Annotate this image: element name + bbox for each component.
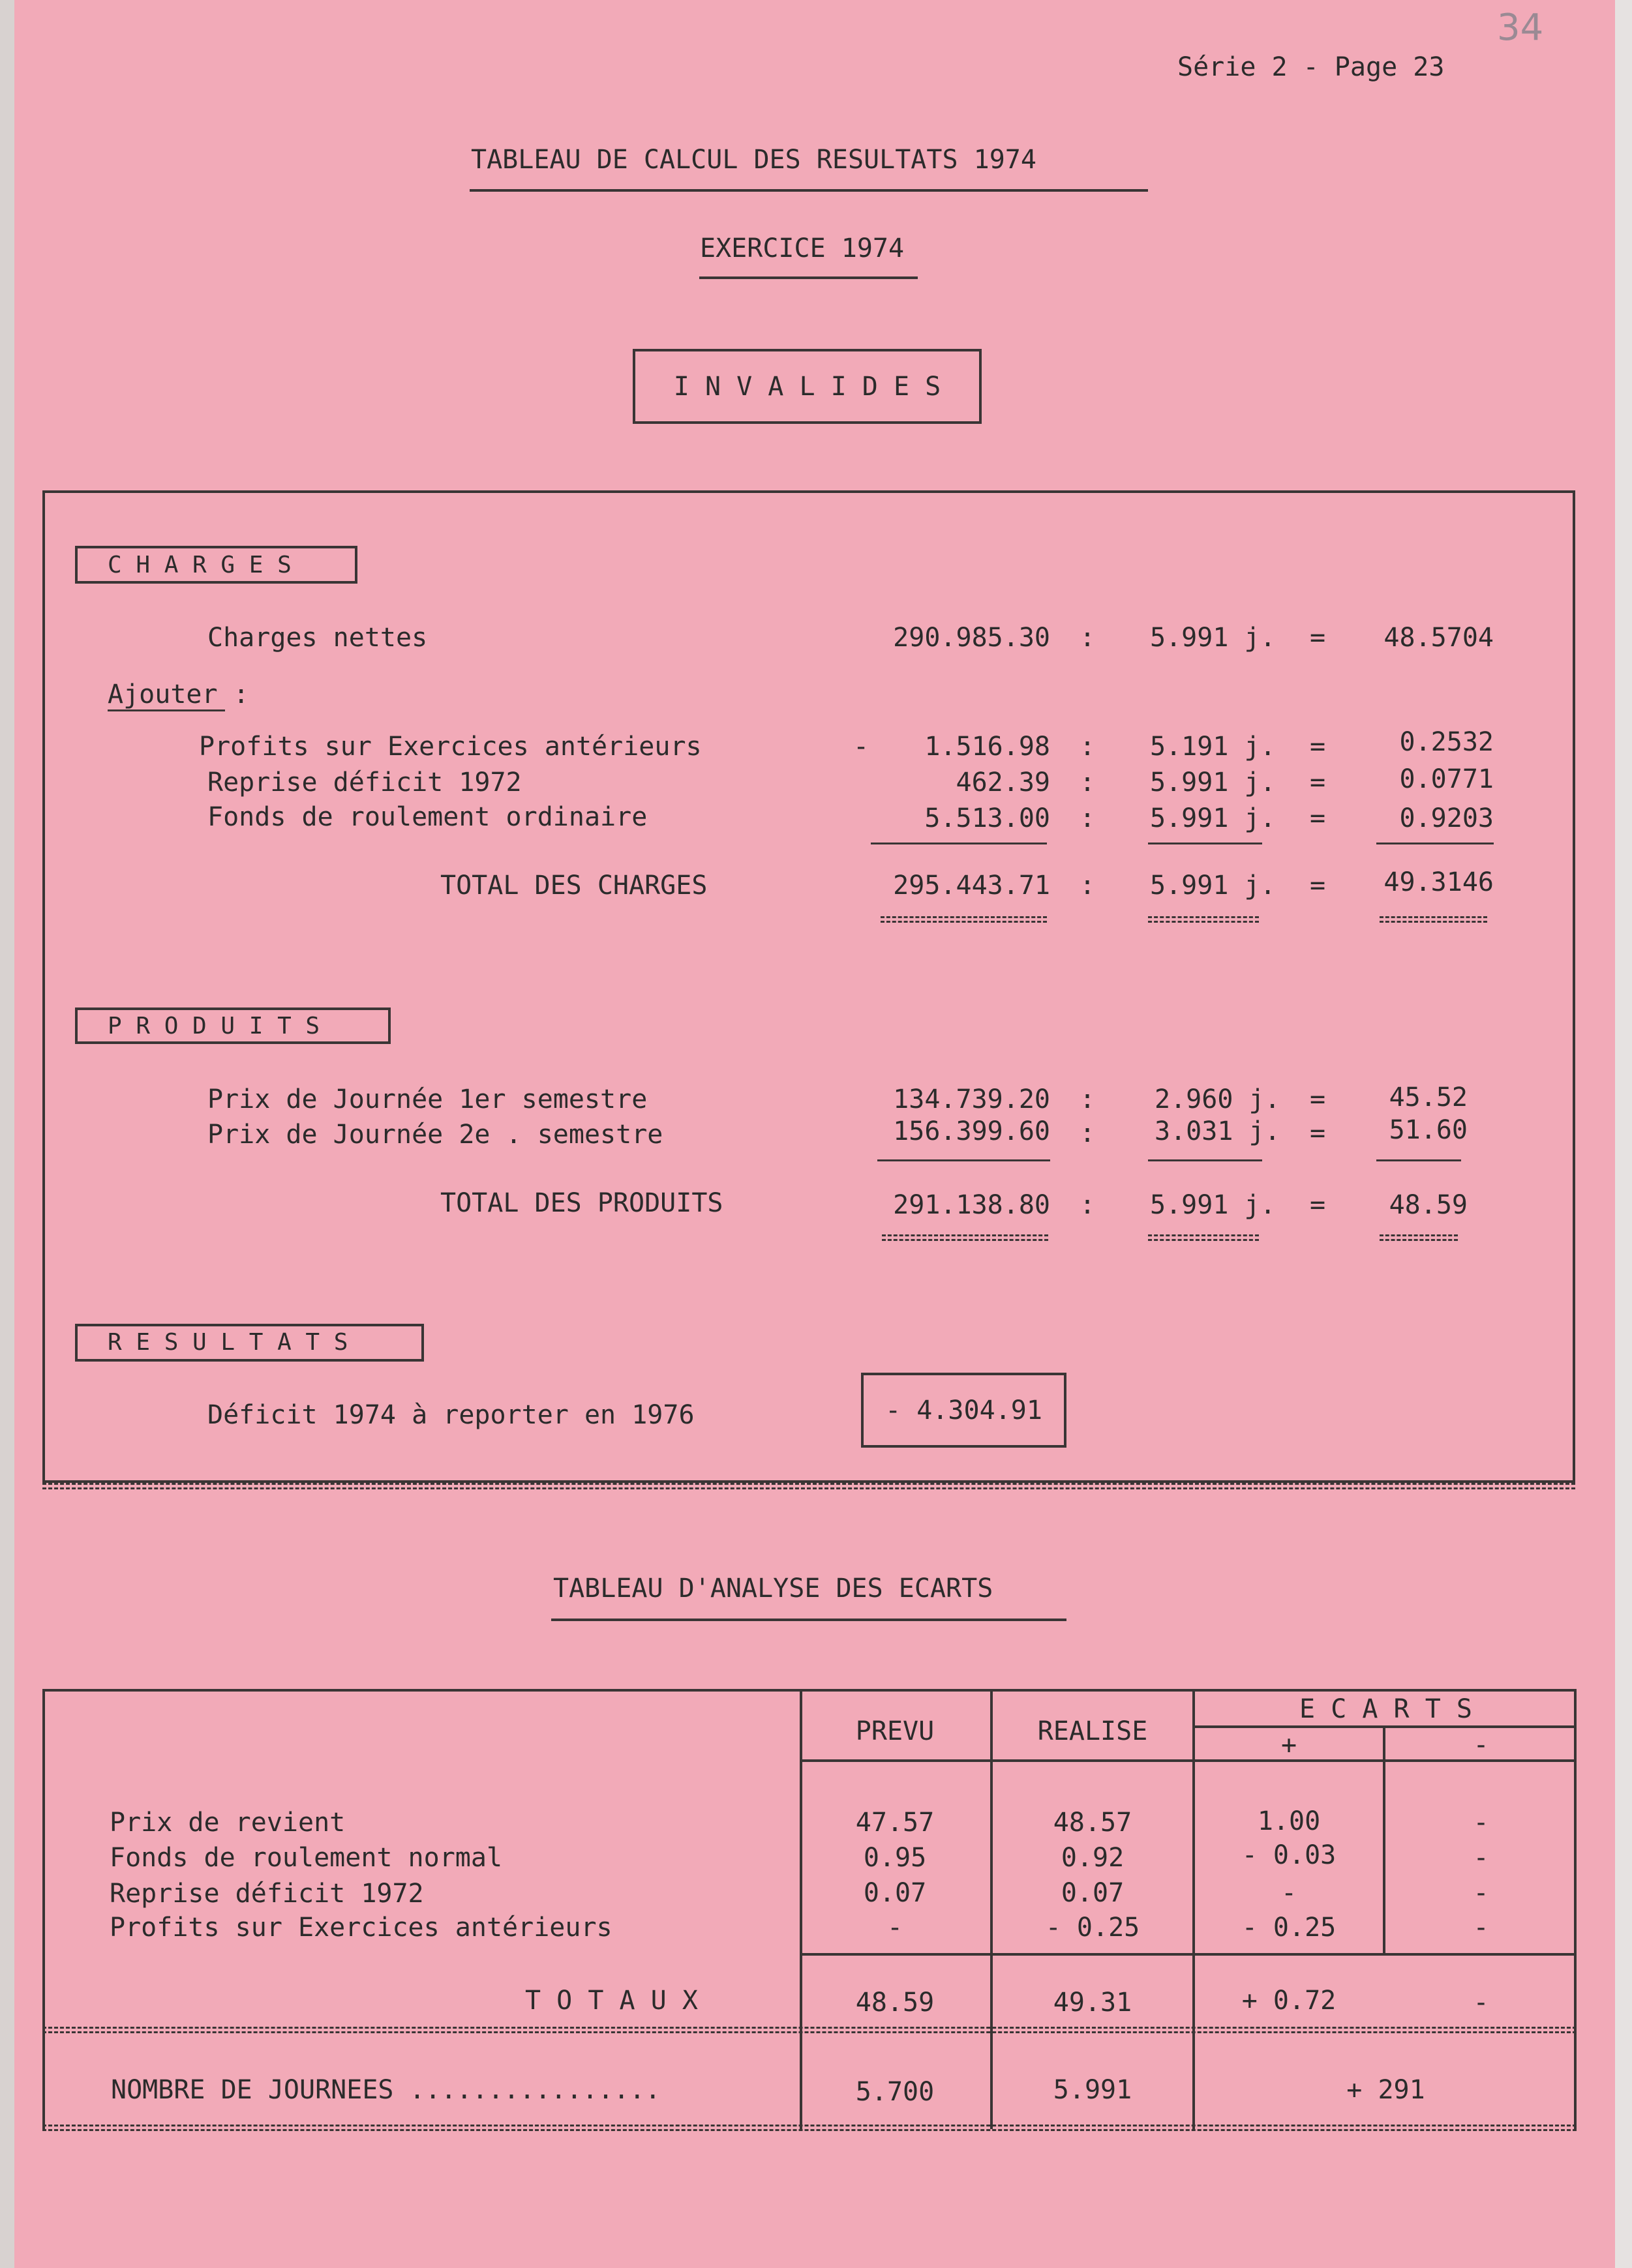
produit-row-amount: 134.739.20 bbox=[893, 1084, 1050, 1114]
charge-row-label: Reprise déficit 1972 bbox=[207, 768, 522, 798]
charge-row-value: 0.2532 bbox=[1399, 727, 1494, 757]
col-header-minus: - bbox=[1473, 1730, 1489, 1760]
total-produits-label: TOTAL DES PRODUITS bbox=[440, 1188, 723, 1218]
analyse-row-label: Fonds de roulement normal bbox=[110, 1843, 503, 1873]
totaux-prevu: 48.59 bbox=[855, 1988, 935, 2018]
body-bottom-line bbox=[800, 1953, 1577, 1956]
charges-nettes-amount: 290.985.30 bbox=[893, 623, 1050, 653]
title-underline bbox=[470, 189, 1148, 192]
analyse-title-underline bbox=[551, 1619, 1066, 1621]
produit-row-eq: = bbox=[1310, 1118, 1326, 1148]
ajouter-underline bbox=[108, 709, 225, 711]
col-header-ecarts: E C A R T S bbox=[1299, 1694, 1472, 1724]
charges-nettes-days: 5.991 j. bbox=[1150, 623, 1276, 653]
analyse-row-minus: - bbox=[1473, 1843, 1489, 1873]
paper-left-edge bbox=[0, 0, 14, 2268]
total-charges-double-line bbox=[1148, 916, 1259, 923]
charge-row-days: 5.991 j. bbox=[1150, 768, 1276, 798]
charge-row-eq: = bbox=[1310, 732, 1326, 762]
produit-row-colon: : bbox=[1080, 1118, 1096, 1148]
produits-sum-line-amount bbox=[877, 1159, 1050, 1161]
total-charges-colon: : bbox=[1080, 871, 1096, 901]
charge-row-value: 0.9203 bbox=[1399, 803, 1494, 833]
totaux-double-rule bbox=[42, 2027, 1577, 2033]
charges-sum-line-days bbox=[1148, 843, 1262, 844]
charges-section-label: C H A R G E S bbox=[108, 552, 292, 578]
analyse-row-prevu: - bbox=[886, 1913, 903, 1943]
charge-row-amount: 5.513.00 bbox=[924, 803, 1050, 833]
produit-row-eq: = bbox=[1310, 1084, 1326, 1114]
charges-sum-line-amount bbox=[871, 843, 1047, 844]
col-header-realise: REALISE bbox=[1037, 1716, 1148, 1746]
charge-row-colon: : bbox=[1080, 803, 1096, 833]
analyse-row-plus: - bbox=[1280, 1878, 1297, 1908]
ajouter-label: Ajouter : bbox=[108, 679, 249, 709]
totaux-label: T O T A U X bbox=[525, 1986, 698, 2016]
analyse-row-minus: - bbox=[1473, 1878, 1489, 1908]
total-produits-colon: : bbox=[1080, 1190, 1096, 1220]
serie-page-header: Série 2 - Page 23 bbox=[1177, 52, 1445, 82]
analyse-row-plus: - 0.03 bbox=[1241, 1840, 1337, 1870]
produit-row-label: Prix de Journée 2e . semestre bbox=[207, 1120, 663, 1150]
produit-row-colon: : bbox=[1080, 1084, 1096, 1114]
produits-sum-line-value bbox=[1376, 1159, 1461, 1161]
analyse-row-label: Reprise déficit 1972 bbox=[110, 1879, 424, 1909]
resultats-section-label: R E S U L T A T S bbox=[108, 1329, 348, 1356]
analyse-row-plus: - 0.25 bbox=[1241, 1913, 1337, 1943]
totaux-realise: 49.31 bbox=[1053, 1988, 1132, 2018]
analyse-row-prevu: 47.57 bbox=[855, 1808, 935, 1838]
charge-row-eq: = bbox=[1310, 803, 1326, 833]
total-produits-days: 5.991 j. bbox=[1150, 1190, 1276, 1220]
charge-row-eq: = bbox=[1310, 768, 1326, 798]
produit-row-amount: 156.399.60 bbox=[893, 1116, 1050, 1146]
charge-row-days: 5.991 j. bbox=[1150, 803, 1276, 833]
produit-row-days: 3.031 j. bbox=[1155, 1116, 1280, 1146]
charge-row-label: Fonds de roulement ordinaire bbox=[207, 802, 648, 832]
frame-double-rule bbox=[42, 1483, 1575, 1489]
produit-row-days: 2.960 j. bbox=[1155, 1084, 1280, 1114]
charge-row-days: 5.191 j. bbox=[1150, 732, 1276, 762]
produits-sum-line-days bbox=[1148, 1159, 1262, 1161]
charge-row-sign: - bbox=[853, 732, 869, 762]
journees-label: NOMBRE DE JOURNEES ................ bbox=[111, 2075, 661, 2105]
col-divider-prevu bbox=[800, 1689, 802, 2129]
analyse-row-minus: - bbox=[1473, 1808, 1489, 1838]
charges-nettes-eq: = bbox=[1310, 623, 1326, 653]
charge-row-label: Profits sur Exercices antérieurs bbox=[199, 732, 702, 762]
analyse-row-plus: 1.00 bbox=[1257, 1806, 1321, 1836]
analyse-title: TABLEAU D'ANALYSE DES ECARTS bbox=[553, 1574, 993, 1604]
col-divider-realise bbox=[990, 1689, 993, 2129]
total-charges-amount: 295.443.71 bbox=[893, 871, 1050, 901]
paper-right-edge bbox=[1615, 0, 1632, 2268]
total-charges-days: 5.991 j. bbox=[1150, 871, 1276, 901]
journees-ecart: + 291 bbox=[1346, 2075, 1425, 2105]
charges-nettes-colon: : bbox=[1080, 623, 1096, 653]
total-charges-value: 49.3146 bbox=[1383, 867, 1494, 897]
establishment-name: I N V A L I D E S bbox=[673, 372, 941, 402]
analyse-row-realise: 0.92 bbox=[1061, 1843, 1125, 1873]
total-charges-double-line bbox=[881, 916, 1047, 923]
analyse-row-realise: 48.57 bbox=[1053, 1808, 1132, 1838]
deficit-label: Déficit 1974 à reporter en 1976 bbox=[207, 1400, 695, 1430]
total-charges-eq: = bbox=[1310, 871, 1326, 901]
produit-row-value: 51.60 bbox=[1389, 1115, 1468, 1145]
totaux-minus: - bbox=[1473, 1988, 1489, 2018]
exercice-underline bbox=[699, 276, 918, 279]
col-header-prevu: PREVU bbox=[855, 1716, 935, 1746]
analyse-row-prevu: 0.07 bbox=[863, 1878, 927, 1908]
handwritten-page-number: 34 bbox=[1497, 7, 1544, 49]
analyse-row-prevu: 0.95 bbox=[863, 1843, 927, 1873]
charges-nettes-value: 48.5704 bbox=[1383, 623, 1494, 653]
deficit-value: - 4.304.91 bbox=[885, 1395, 1042, 1425]
analyse-row-realise: 0.07 bbox=[1061, 1878, 1125, 1908]
analyse-row-minus: - bbox=[1473, 1913, 1489, 1943]
col-header-plus: + bbox=[1280, 1730, 1297, 1760]
journees-prevu: 5.700 bbox=[855, 2077, 935, 2107]
total-produits-amount: 291.138.80 bbox=[893, 1190, 1050, 1220]
charges-sum-line-value bbox=[1376, 843, 1494, 844]
total-produits-value: 48.59 bbox=[1389, 1190, 1468, 1220]
total-produits-eq: = bbox=[1310, 1190, 1326, 1220]
journees-realise: 5.991 bbox=[1053, 2075, 1132, 2105]
charge-row-amount: 462.39 bbox=[956, 768, 1050, 798]
charge-row-value: 0.0771 bbox=[1399, 764, 1494, 794]
total-produits-double-line bbox=[882, 1234, 1048, 1241]
produit-row-label: Prix de Journée 1er semestre bbox=[207, 1084, 648, 1114]
totaux-plus: + 0.72 bbox=[1241, 1986, 1337, 2016]
analyse-row-label: Profits sur Exercices antérieurs bbox=[110, 1913, 612, 1943]
charge-row-amount: 1.516.98 bbox=[924, 732, 1050, 762]
total-produits-double-line bbox=[1148, 1234, 1259, 1241]
produit-row-value: 45.52 bbox=[1389, 1082, 1468, 1112]
total-charges-label: TOTAL DES CHARGES bbox=[440, 871, 708, 901]
total-produits-double-line bbox=[1380, 1234, 1458, 1241]
charges-nettes-label: Charges nettes bbox=[207, 623, 428, 653]
analyse-row-label: Prix de revient bbox=[110, 1808, 346, 1838]
charge-row-colon: : bbox=[1080, 732, 1096, 762]
document-title: TABLEAU DE CALCUL DES RESULTATS 1974 bbox=[471, 145, 1036, 175]
table-bottom-double-rule bbox=[42, 2125, 1577, 2131]
ecarts-header-line bbox=[1192, 1725, 1577, 1728]
charge-row-colon: : bbox=[1080, 768, 1096, 798]
produits-section-label: P R O D U I T S bbox=[108, 1013, 320, 1039]
exercice-label: EXERCICE 1974 bbox=[700, 233, 905, 263]
analyse-row-realise: - 0.25 bbox=[1045, 1913, 1140, 1943]
total-charges-double-line bbox=[1380, 916, 1487, 923]
